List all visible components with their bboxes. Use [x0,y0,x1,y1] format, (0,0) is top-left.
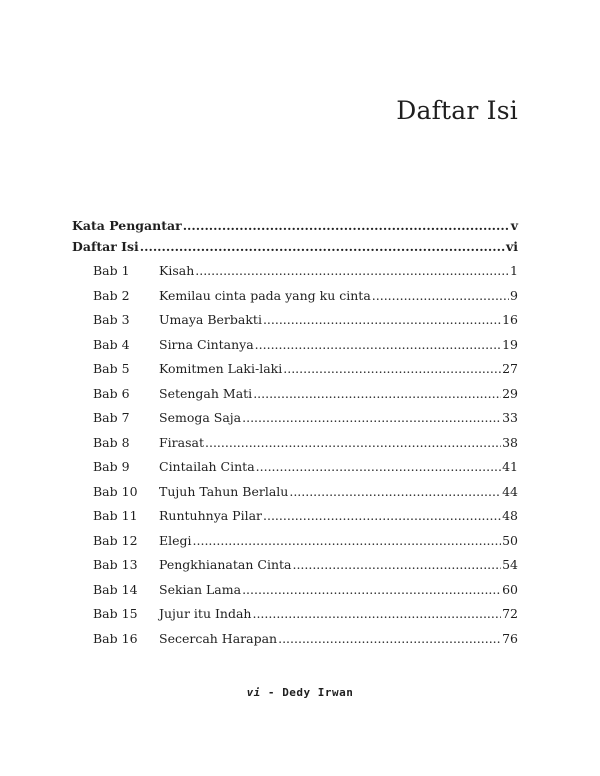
toc-entry-page: 54 [502,557,518,572]
footer-page-number: vi [246,686,261,699]
toc-entry-title: Kemilau cinta pada yang ku cinta [159,287,371,303]
footer-separator: - [260,686,283,699]
toc-entry-title: Tujuh Tahun Berlalu [159,483,289,499]
toc-entry-chapter-number: Bab 6 [93,385,130,401]
toc-entry-page: 9 [510,287,518,303]
toc-entry-page: 44 [502,483,518,499]
toc-entry-bab-15[interactable] [72,606,518,631]
toc-entry-title: Cintailah Cinta [159,459,255,474]
dot-leader [193,533,502,548]
toc-entry-bab-10[interactable] [72,484,518,509]
toc-entry-chapter-number: Bab 11 [93,508,138,523]
toc-entry-chapter-number: Bab 3 [93,312,130,327]
toc-entry-bab-5[interactable] [72,361,518,386]
toc-entry-page: 33 [502,410,518,425]
page-title: Daftar Isi [396,96,518,125]
dot-leader [253,386,501,401]
toc-entry-bab-2[interactable] [72,288,518,313]
dot-leader [252,606,501,621]
toc-entry-chapter-number: Bab 12 [93,532,138,548]
toc-entry-daftar-isi[interactable] [72,239,518,260]
toc-entry-title: Sirna Cintanya [159,336,254,352]
toc-entry-page: 60 [502,581,518,597]
toc-entry-title: Pengkhianatan Cinta [159,557,292,572]
page-footer [0,686,600,699]
toc-entry-chapter-number: Bab 1 [93,263,130,278]
toc-entry-chapter-number: Bab 2 [93,287,130,303]
toc-entry-title: Runtuhnya Pilar [159,508,263,523]
dot-leader [263,312,501,327]
toc-entry-chapter-number: Bab 13 [93,557,138,572]
toc-entry-chapter-number: Bab 7 [93,410,130,425]
dot-leader [183,218,510,233]
dot-leader [195,263,509,278]
toc-entry-page: vi [505,239,518,254]
toc-entry-page: 29 [502,385,518,401]
toc-entry-title: Umaya Berbakti [159,312,262,327]
toc-entry-title: Semoga Saja [159,410,242,425]
toc-entry-page: v [510,218,518,233]
toc-entry-page: 38 [502,434,518,450]
toc-entry-page: 27 [502,361,518,376]
toc-entry-title: Firasat [159,434,204,450]
dot-leader [140,239,505,254]
dot-leader [255,337,501,352]
toc-entry-bab-1[interactable] [72,263,518,288]
toc-entry-title: Sekian Lama [159,581,242,597]
toc-entry-chapter-number: Bab 16 [93,630,138,646]
toc-entry-page: 1 [510,263,518,278]
toc-entry-chapter-number: Bab 8 [93,434,130,450]
toc-entry-bab-16[interactable] [72,631,518,656]
toc-entry-bab-3[interactable] [72,312,518,337]
toc-entry-title: Kisah [159,263,195,278]
dot-leader [283,361,501,376]
toc-entry-bab-8[interactable] [72,435,518,460]
toc-entry-chapter-number: Bab 9 [93,459,130,474]
toc-entry-title: Kata Pengantar [72,218,182,233]
toc-entry-page: 41 [502,459,518,474]
dot-leader [278,631,501,646]
toc-entry-bab-6[interactable] [72,386,518,411]
toc-entry-kata-pengantar[interactable] [72,218,518,239]
toc-entry-chapter-number: Bab 14 [93,581,138,597]
toc-entry-title: Komitmen Laki-laki [159,361,283,376]
dot-leader [242,582,501,597]
toc-entry-bab-9[interactable] [72,459,518,484]
toc-entry-bab-14[interactable] [72,582,518,607]
dot-leader [205,435,501,450]
toc-entry-chapter-number: Bab 4 [93,336,130,352]
dot-leader [263,508,501,523]
toc-entry-page: 48 [502,508,518,523]
toc-entry-page: 72 [502,606,518,621]
toc-entry-title: Secercah Harapan [159,630,278,646]
dot-leader [372,288,509,303]
toc-entry-bab-12[interactable] [72,533,518,558]
footer-author: Dedy Irwan [282,686,354,699]
toc-entry-page: 50 [502,532,518,548]
toc-entry-page: 76 [502,630,518,646]
table-of-contents [72,218,518,655]
toc-entry-bab-4[interactable] [72,337,518,362]
toc-entry-chapter-number: Bab 10 [93,483,138,499]
toc-entry-chapter-number: Bab 5 [93,361,130,376]
toc-entry-chapter-number: Bab 15 [93,606,138,621]
dot-leader [289,484,501,499]
toc-entry-title: Setengah Mati [159,385,253,401]
dot-leader [256,459,501,474]
toc-entry-page: 19 [502,336,518,352]
toc-entry-page: 16 [502,312,518,327]
dot-leader [242,410,501,425]
toc-entry-title: Jujur itu Indah [159,606,252,621]
toc-entry-bab-13[interactable] [72,557,518,582]
toc-entry-title: Daftar Isi [72,239,139,254]
dot-leader [292,557,501,572]
toc-entry-bab-7[interactable] [72,410,518,435]
toc-entry-title: Elegi [159,532,192,548]
toc-entry-bab-11[interactable] [72,508,518,533]
